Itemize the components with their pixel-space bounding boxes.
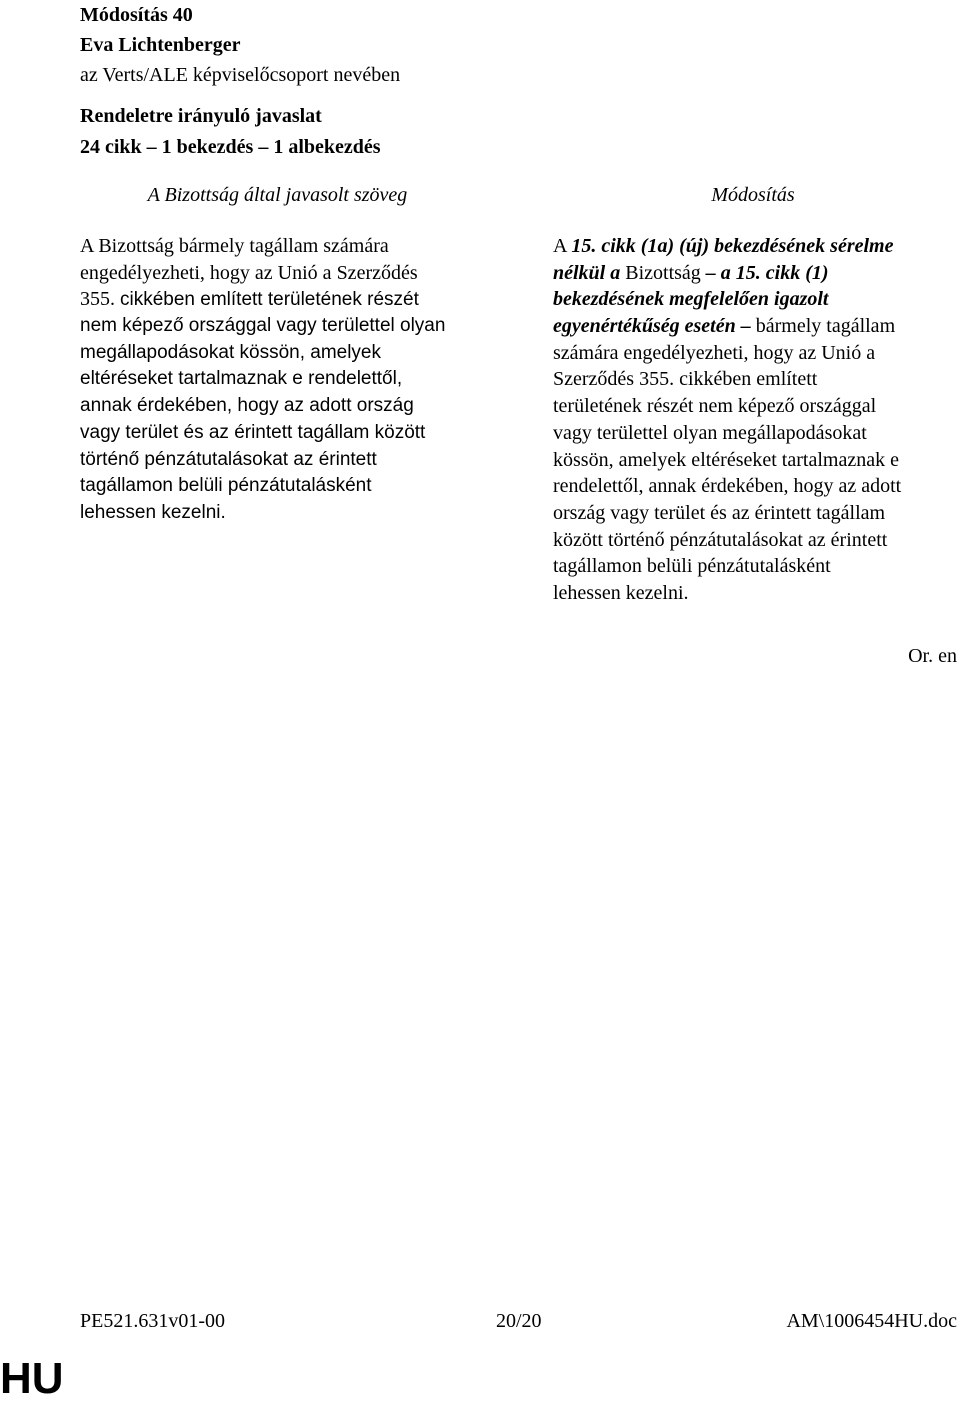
- left-line: A Bizottság bármely tagállam számára: [80, 235, 389, 257]
- page-footer: [80, 1308, 960, 1334]
- left-line: [80, 286, 480, 313]
- page-number: 20/20: [496, 1310, 542, 1332]
- inserted-text: – a 15. cikk (1): [705, 261, 829, 284]
- document-reference: PE521.631v01-00: [80, 1310, 225, 1332]
- amendment-author: Eva Lichtenberger: [80, 34, 241, 56]
- left-line-part: cikkében említett területének részét: [120, 289, 419, 311]
- right-line: ország vagy terület és az érintett tagállam: [553, 501, 886, 524]
- right-line-part: A: [553, 235, 572, 257]
- left-line: vagy terület és az érintett tagállam között: [80, 421, 426, 443]
- left-line: tagállamon belüli pénzátutalásként: [80, 475, 372, 497]
- right-line: között történő pénzátutalásokat az érintett: [553, 528, 888, 551]
- right-line: [553, 260, 953, 287]
- right-line: Szerződés 355. cikkében említett: [553, 368, 818, 391]
- amended-text: [553, 233, 953, 607]
- amendment-number: Módosítás 40: [80, 4, 193, 26]
- left-line: eltéréseket tartalmaznak e rendelettől,: [80, 368, 403, 390]
- right-line: [553, 233, 953, 260]
- original-language: Or. en: [908, 645, 957, 667]
- file-name: AM\1006454HU.doc: [786, 1310, 957, 1332]
- left-line: annak érdekében, hogy az adott ország: [80, 395, 414, 417]
- proposal-title: Rendeletre irányuló javaslat: [80, 105, 322, 127]
- right-line: számára engedélyezheti, hogy az Unió a: [553, 341, 876, 364]
- right-line: területének részét nem képező országgal: [553, 395, 877, 418]
- inserted-text: nélkül a: [553, 261, 621, 284]
- right-line-part: bármely tagállam: [750, 315, 896, 338]
- right-line-part: Bizottság: [620, 261, 706, 284]
- proposal-reference: [80, 101, 381, 163]
- commission-text-heading: A Bizottság által javasolt szöveg: [147, 184, 408, 206]
- right-line: lehessen kezelni.: [553, 581, 689, 604]
- left-line: engedélyezheti, hogy az Unió a Szerződés: [80, 261, 418, 284]
- inserted-text: bekezdésének megfelelően igazolt: [553, 288, 829, 311]
- left-line: nem képező országgal vagy területtel olyan: [80, 315, 446, 337]
- right-line: rendelettől, annak érdekében, hogy az adott: [553, 475, 902, 498]
- inserted-text: egyenértékűség esetén –: [553, 315, 751, 338]
- article-reference: 24 cikk – 1 bekezdés – 1 albekezdés: [80, 136, 381, 158]
- right-line: kössön, amelyek eltéréseket tartalmaznak e: [553, 448, 899, 471]
- language-badge: HU: [0, 1354, 64, 1403]
- right-line: [553, 313, 953, 340]
- right-line: tagállamon belüli pénzátutalásként: [553, 555, 831, 578]
- left-line: lehessen kezelni.: [80, 501, 226, 523]
- right-line: vagy területtel olyan megállapodásokat: [553, 421, 867, 444]
- left-line-part: 355.: [80, 288, 120, 311]
- inserted-text: 15. cikk (1a) (új) bekezdésének sérelme: [571, 235, 894, 257]
- left-line: megállapodásokat kössön, amelyek: [80, 341, 382, 363]
- commission-text: [80, 233, 480, 527]
- amendment-heading: Módosítás: [711, 184, 795, 206]
- amendment-header: [80, 0, 400, 90]
- left-line: történő pénzátutalásokat az érintett: [80, 448, 377, 470]
- political-group: az Verts/ALE képviselőcsoport nevében: [80, 64, 401, 86]
